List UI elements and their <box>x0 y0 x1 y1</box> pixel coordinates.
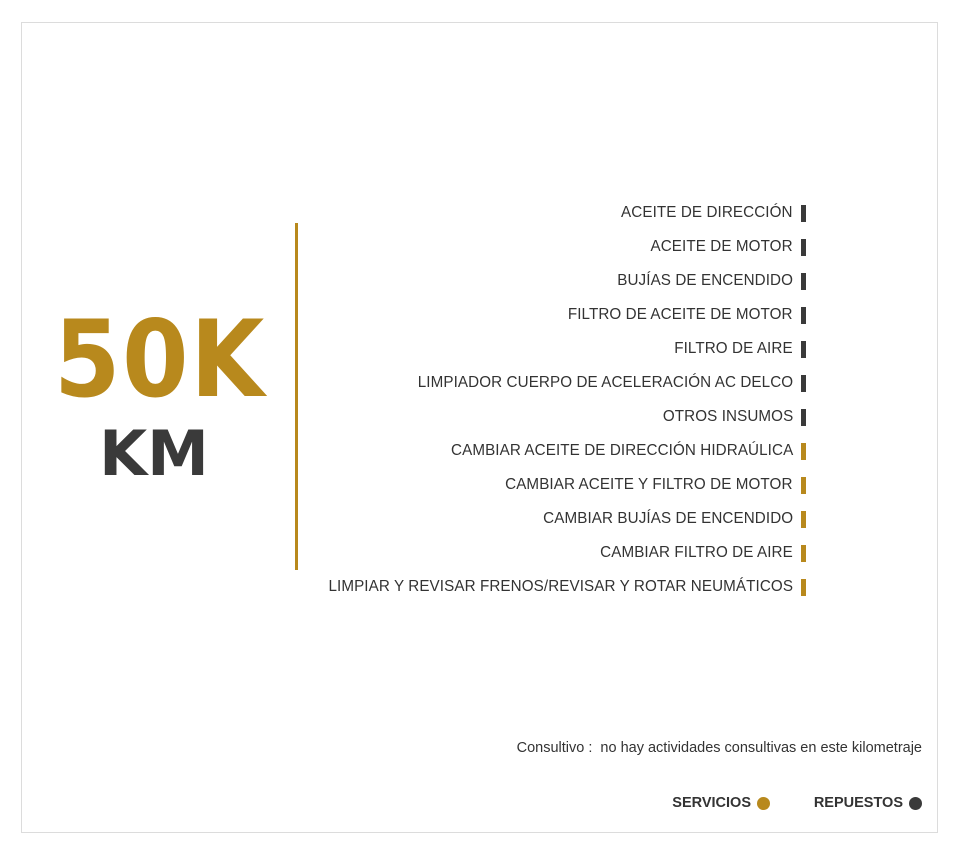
list-item <box>304 536 806 570</box>
item-label: CAMBIAR ACEITE DE DIRECCIÓN HIDRAÚLICA <box>450 442 793 459</box>
servicio-marker-icon <box>801 511 806 528</box>
item-label: OTROS INSUMOS <box>662 408 793 425</box>
item-label: ACEITE DE MOTOR <box>650 238 793 255</box>
item-label: ACEITE DE DIRECCIÓN <box>621 204 793 221</box>
vertical-divider <box>295 223 298 570</box>
item-label: BUJÍAS DE ENCENDIDO <box>617 272 793 289</box>
item-label: FILTRO DE AIRE <box>674 340 793 357</box>
servicio-marker-icon <box>801 443 806 460</box>
item-label: CAMBIAR FILTRO DE AIRE <box>600 544 793 561</box>
gold-dot-icon <box>757 797 770 810</box>
list-item <box>304 400 806 434</box>
mileage-unit: KM <box>99 417 209 490</box>
legend-repuestos <box>814 795 922 811</box>
servicio-marker-icon <box>801 545 806 562</box>
repuesto-marker-icon <box>801 273 806 290</box>
consultive-note: Consultivo : no hay actividades consultivas en este kilometraje <box>516 740 922 756</box>
repuesto-marker-icon <box>801 409 806 426</box>
list-item <box>304 502 806 536</box>
servicio-marker-icon <box>801 579 806 596</box>
list-item <box>304 366 806 400</box>
legend-repuestos-label: REPUESTOS <box>813 795 903 811</box>
item-label: LIMPIADOR CUERPO DE ACELERACIÓN AC DELCO <box>417 374 793 391</box>
repuesto-marker-icon <box>801 307 806 324</box>
legend-servicios <box>672 795 770 811</box>
mileage-number: 50K <box>54 298 267 421</box>
list-item <box>304 298 806 332</box>
servicio-marker-icon <box>801 477 806 494</box>
repuesto-marker-icon <box>801 341 806 358</box>
item-label: CAMBIAR BUJÍAS DE ENCENDIDO <box>542 510 793 527</box>
repuesto-marker-icon <box>801 205 806 222</box>
list-item <box>304 570 806 604</box>
item-label: FILTRO DE ACEITE DE MOTOR <box>568 306 793 323</box>
list-item <box>304 468 806 502</box>
item-label: CAMBIAR ACEITE Y FILTRO DE MOTOR <box>505 476 793 493</box>
list-item <box>304 434 806 468</box>
dark-dot-icon <box>909 797 922 810</box>
list-item <box>304 196 806 230</box>
repuesto-marker-icon <box>801 375 806 392</box>
maintenance-list <box>304 196 806 604</box>
item-label: LIMPIAR Y REVISAR FRENOS/REVISAR Y ROTAR NEUMÁTICOS <box>328 578 793 595</box>
list-item <box>304 332 806 366</box>
legend-servicios-label: SERVICIOS <box>672 795 751 811</box>
repuesto-marker-icon <box>801 239 806 256</box>
list-item <box>304 230 806 264</box>
list-item <box>304 264 806 298</box>
